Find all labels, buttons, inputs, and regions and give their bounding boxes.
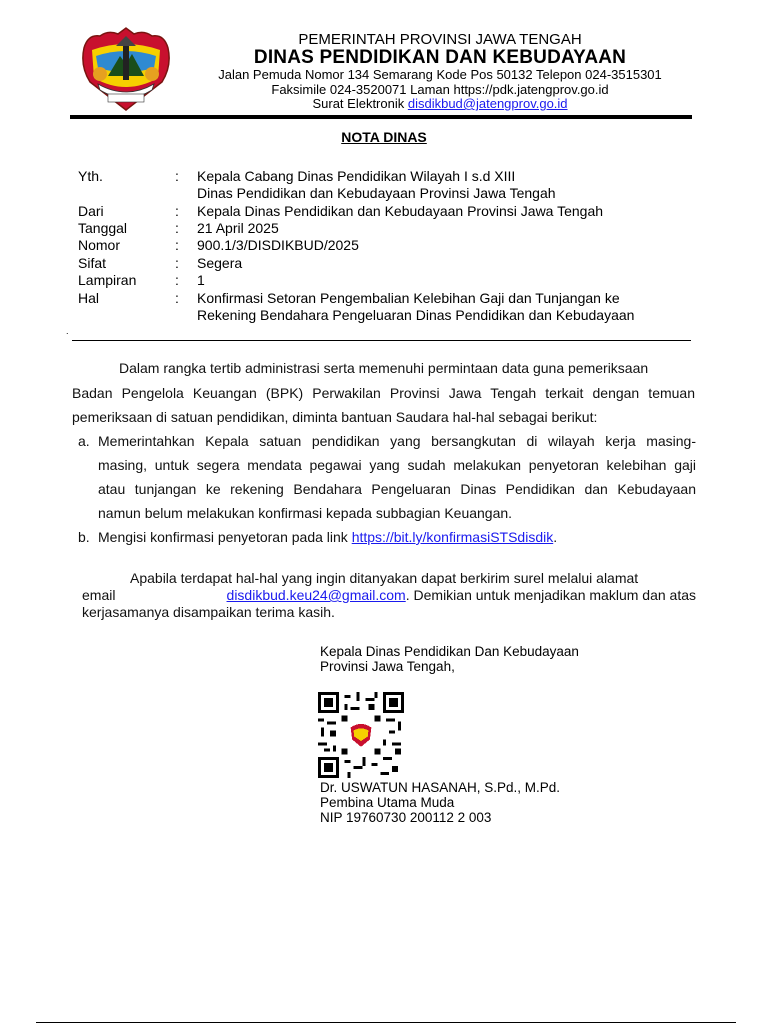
- agency-fax-web: Faksimile 024-3520071 Laman https://pdk.jatengprov.go.id: [271, 82, 609, 97]
- konfirmasi-sts-link[interactable]: https://bit.ly/konfirmasiSTSdisdik: [351, 529, 554, 545]
- field-label: Yth.: [78, 168, 103, 184]
- agency-name: DINAS PENDIDIKAN DAN KEBUDAYAAN: [253, 47, 627, 68]
- field-separator: :: [175, 203, 179, 219]
- list-marker-a: a.: [78, 433, 90, 449]
- field-value: Segera: [197, 255, 243, 271]
- document-title: NOTA DINAS: [341, 129, 427, 145]
- item-b-line: [98, 529, 557, 545]
- field-value: 21 April 2025: [197, 220, 279, 236]
- agency-email-link[interactable]: disdikbud@jatengprov.go.id: [407, 96, 568, 111]
- field-separator: :: [175, 255, 179, 271]
- email-label: Surat Elektronik: [312, 96, 405, 111]
- field-value: 1: [197, 272, 205, 288]
- field-label: Tanggal: [78, 220, 128, 236]
- closing-line: Apabila terdapat hal-hal yang ingin ditanyakan dapat berkirim surel melalui alamat: [130, 570, 639, 586]
- field-separator: :: [175, 290, 179, 306]
- item-b-suffix: .: [553, 529, 558, 545]
- field-label: Lampiran: [78, 272, 137, 288]
- field-value-line: Kepala Cabang Dinas Pendidikan Wilayah I s.d XIII: [197, 168, 516, 184]
- intro-line: Dalam rangka tertib administrasi serta memenuhi permintaan data guna pemeriksaan: [119, 360, 649, 376]
- closing-line: kerjasamanya disampaikan terima kasih.: [82, 604, 335, 620]
- field-label: Dari: [78, 203, 104, 219]
- field-separator: :: [175, 272, 179, 288]
- field-separator: :: [175, 168, 179, 184]
- closing-line: [82, 587, 696, 603]
- field-separator: :: [175, 220, 179, 236]
- field-value-line: Rekening Bendahara Pengeluaran Dinas Pendidikan dan Kebudayaan: [197, 307, 635, 323]
- field-separator: :: [175, 237, 179, 253]
- field-label: Sifat: [78, 255, 107, 271]
- signatory-position: Kepala Dinas Pendidikan Dan Kebudayaan: [320, 644, 579, 659]
- closing-email-prefix: email: [82, 587, 116, 603]
- field-value: Kepala Dinas Pendidikan dan Kebudayaan Provinsi Jawa Tengah: [197, 203, 604, 219]
- list-marker-b: b.: [78, 529, 90, 545]
- field-value-line: Dinas Pendidikan dan Kebudayaan Provinsi Jawa Tengah: [197, 185, 556, 201]
- signatory-region: Provinsi Jawa Tengah,: [320, 659, 455, 674]
- page-bottom-edge: [36, 1022, 736, 1023]
- finance-email-link[interactable]: disdikbud.keu24@gmail.com: [226, 587, 406, 603]
- field-label: Hal: [78, 290, 100, 306]
- item-a-line: masing, untuk segera mendata pegawai yang sudah melakukan penyetoran kelebihan gaji: [98, 457, 696, 473]
- intro-line: Badan Pengelola Keuangan (BPK) Perwakilan Provinsi Jawa Tengah terkait dengan temuan: [72, 385, 695, 401]
- field-label: Nomor: [78, 237, 121, 253]
- signatory-rank: Pembina Utama Muda: [320, 795, 455, 810]
- government-name: PEMERINTAH PROVINSI JAWA TENGAH: [298, 31, 582, 48]
- item-a-line: atau tunjangan ke rekening Bendahara Pengeluaran Dinas Pendidikan dan Kebudayaan: [98, 481, 696, 497]
- qr-code-signature: [318, 692, 404, 778]
- field-value: 900.1/3/DISDIKBUD/2025: [197, 237, 359, 253]
- signatory-nip: NIP 19760730 200112 2 003: [320, 810, 492, 825]
- item-a-line: namun belum melakukan konfirmasi kepada subbagian Keuangan.: [98, 505, 513, 521]
- intro-line: pemeriksaan di satuan pendidikan, diminta bantuan Saudara hal-hal sebagai berikut:: [72, 409, 598, 425]
- closing-email-suffix: . Demikian untuk menjadikan maklum dan atas: [405, 587, 696, 603]
- signatory-name: Dr. USWATUN HASANAH, S.Pd., M.Pd.: [320, 780, 561, 795]
- agency-address: Jalan Pemuda Nomor 134 Semarang Kode Pos 50132 Telepon 024-3515301: [218, 67, 662, 82]
- field-value-line: Konfirmasi Setoran Pengembalian Kelebihan Gaji dan Tunjangan ke: [197, 290, 620, 306]
- item-b-text: Mengisi konfirmasi penyetoran pada link: [98, 529, 348, 545]
- dot-mark: .: [66, 326, 69, 336]
- item-a-line: Memerintahkan Kepala satuan pendidikan yang bersangkutan di wilayah kerja masing-: [98, 433, 696, 449]
